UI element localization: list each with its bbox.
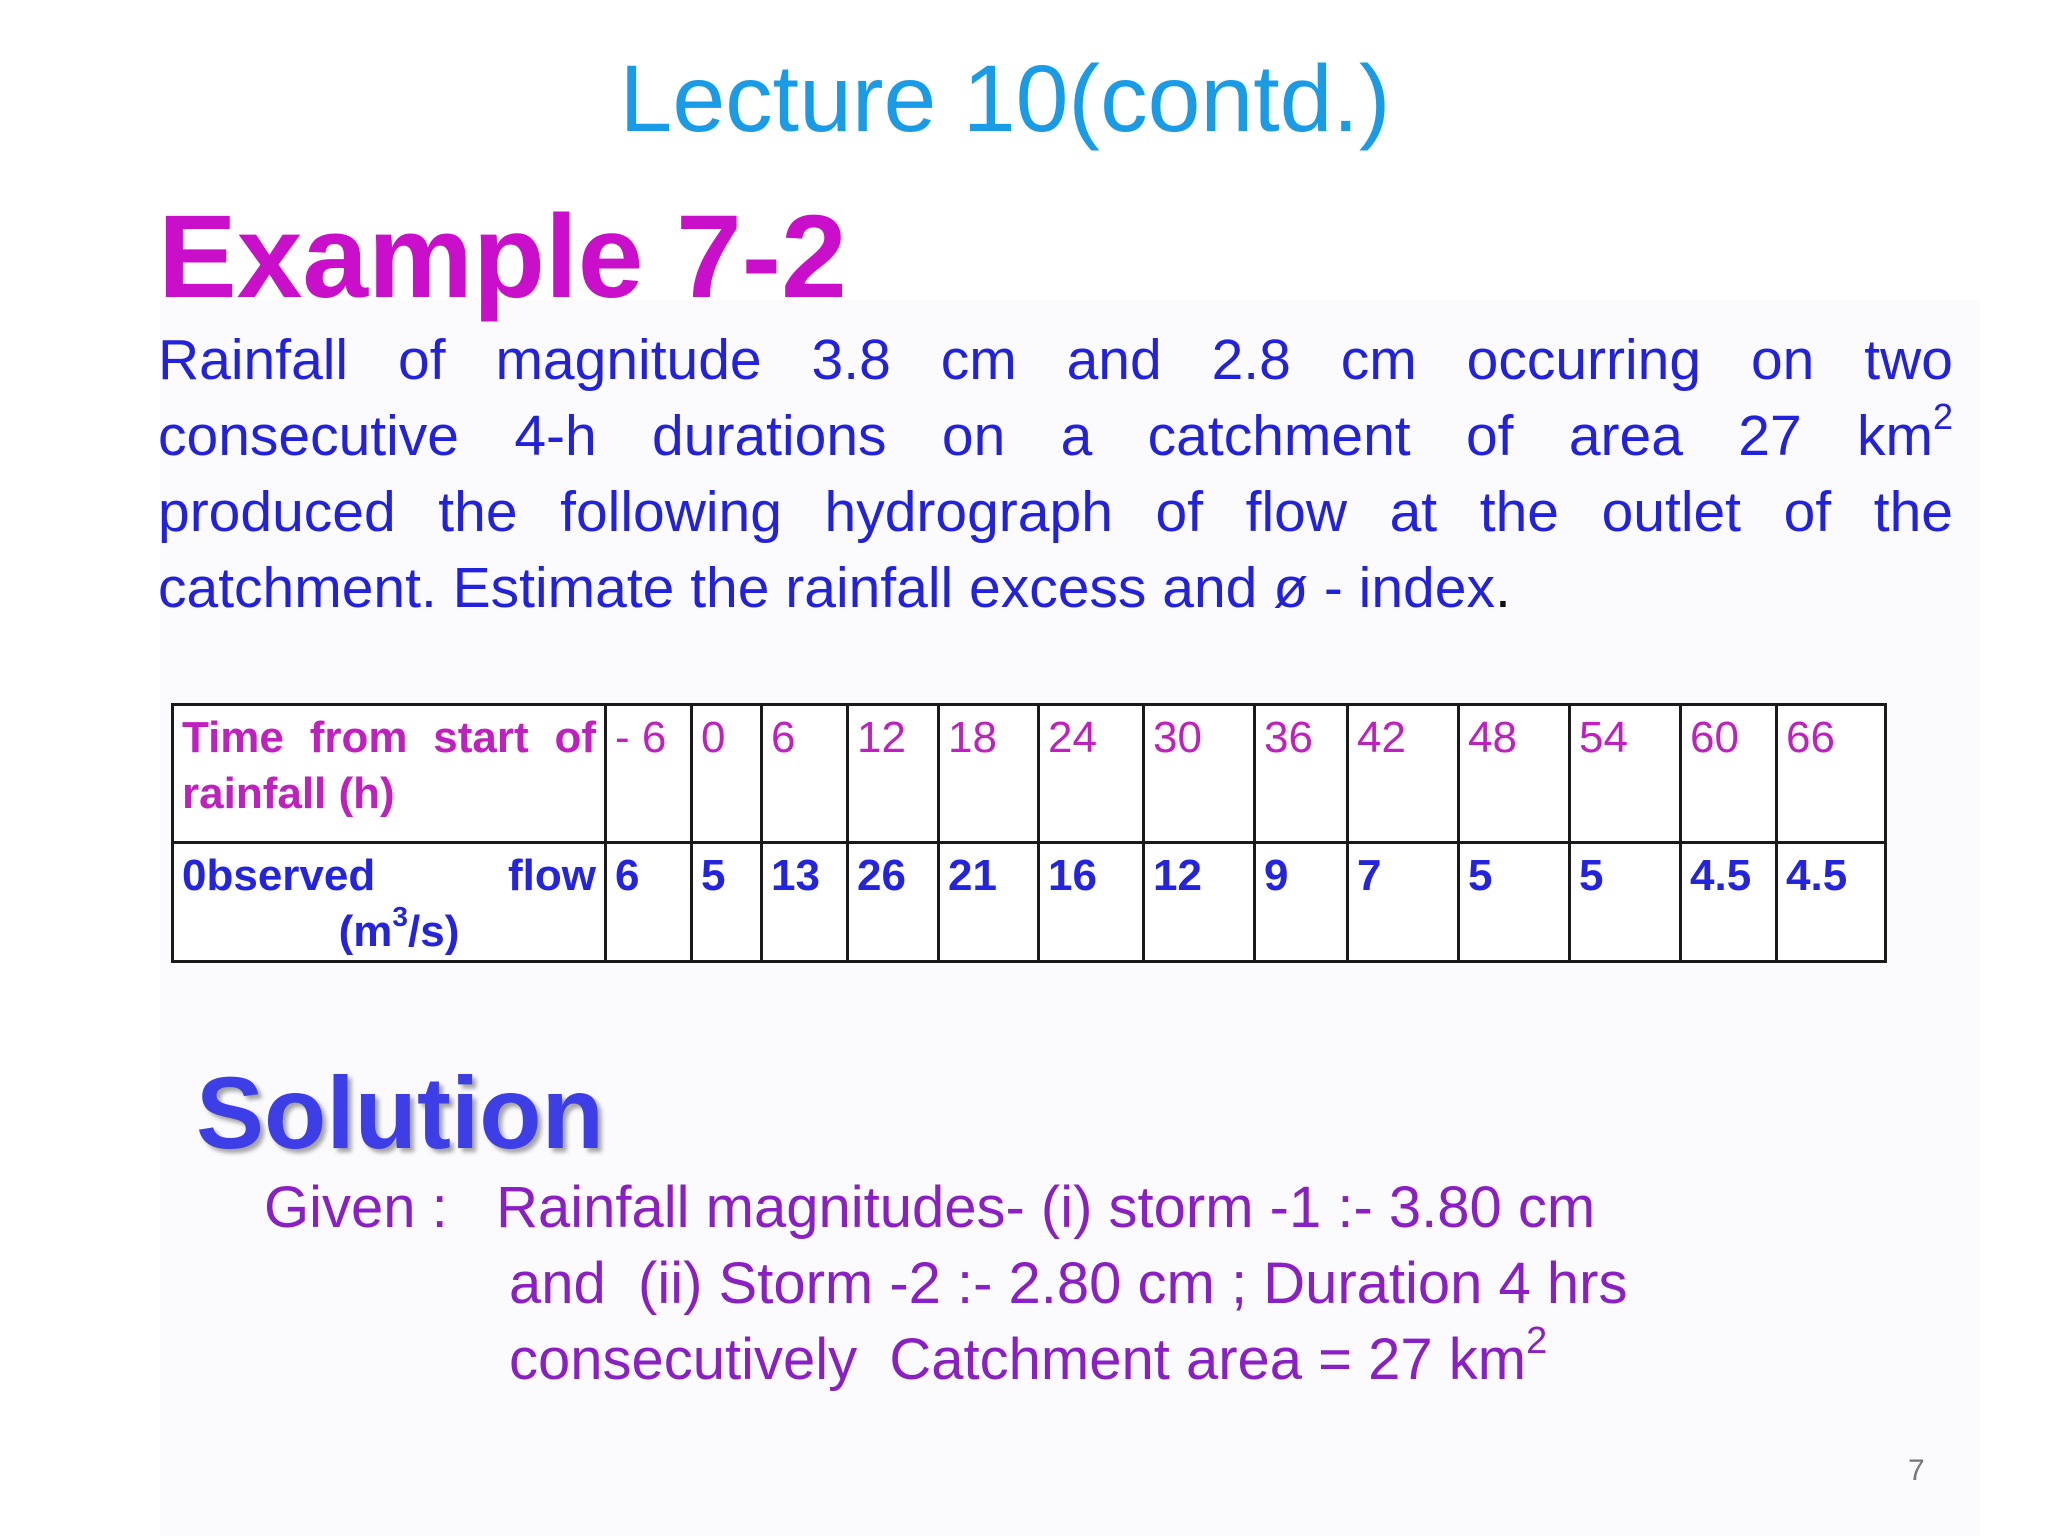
- time-cell: 36: [1255, 705, 1348, 843]
- flow-cell: 12: [1144, 843, 1255, 962]
- flow-cell: 6: [606, 843, 692, 962]
- time-cell: 60: [1681, 705, 1777, 843]
- time-cell: 0: [692, 705, 762, 843]
- problem-superscript: 2: [1932, 396, 1953, 437]
- flow-cell: 26: [848, 843, 939, 962]
- time-cell: 48: [1459, 705, 1570, 843]
- flow-cell: 16: [1039, 843, 1144, 962]
- problem-line-1: Rainfall of magnitude 3.8 cm and 2.8 cm occurring on two: [158, 328, 1953, 392]
- given-line-1: Given : Rainfall magnitudes- (i) storm -1 :- 3.80 cm: [264, 1175, 1596, 1240]
- time-cell: 6: [762, 705, 848, 843]
- flow-cell: 5: [1570, 843, 1681, 962]
- time-header-cell: Time from start of rainfall (h): [173, 705, 606, 843]
- flow-header-cell: [173, 843, 606, 962]
- flow-header-word: 0bserved: [182, 851, 376, 900]
- flow-cell: 13: [762, 843, 848, 962]
- time-cell: - 6: [606, 705, 692, 843]
- time-cell: 30: [1144, 705, 1255, 843]
- problem-line-2: consecutive 4-h durations on a catchment of area 27 $km^2$: [158, 396, 1953, 468]
- flow-header-word: flow: [508, 851, 596, 900]
- flow-cell: 5: [1459, 843, 1570, 962]
- solution-title: Solution: [196, 1056, 604, 1170]
- flow-cell: 21: [939, 843, 1039, 962]
- time-cell: 42: [1348, 705, 1459, 843]
- problem-period: .: [1494, 556, 1511, 620]
- flow-cell: 5: [692, 843, 762, 962]
- flow-cell: 4.5: [1681, 843, 1777, 962]
- flow-cell: 7: [1348, 843, 1459, 962]
- hydrograph-table: [171, 703, 1887, 963]
- flow-cell: 9: [1255, 843, 1348, 962]
- flow-cell: 4.5: [1777, 843, 1886, 962]
- flow-unit: $(m^3/s)$: [338, 901, 460, 956]
- page-number: 7: [1908, 1454, 1925, 1487]
- example-title: Example 7-2: [158, 191, 847, 323]
- time-cell: 12: [848, 705, 939, 843]
- problem-line-3: produced the following hydrograph of flow at the outlet of the: [158, 480, 1953, 544]
- given-block: [264, 1170, 1627, 1398]
- time-cell: 66: [1777, 705, 1886, 843]
- time-cell: 24: [1039, 705, 1144, 843]
- lecture-title: Lecture 10(contd.): [619, 46, 1391, 152]
- given-superscript: 2: [1526, 1319, 1548, 1362]
- flow-row: [173, 843, 1886, 962]
- given-line-3: consecutively Catchment area = 27 $km^2$: [509, 1319, 1548, 1392]
- time-cell: 18: [939, 705, 1039, 843]
- given-line-2: and (ii) Storm -2 :- 2.80 cm ; Duration 4 hrs: [509, 1251, 1628, 1316]
- problem-statement: [158, 322, 1953, 626]
- time-cell: 54: [1570, 705, 1681, 843]
- time-row: [173, 705, 1886, 843]
- problem-line-4: catchment. Estimate the rainfall excess and ø - index.: [158, 556, 1511, 620]
